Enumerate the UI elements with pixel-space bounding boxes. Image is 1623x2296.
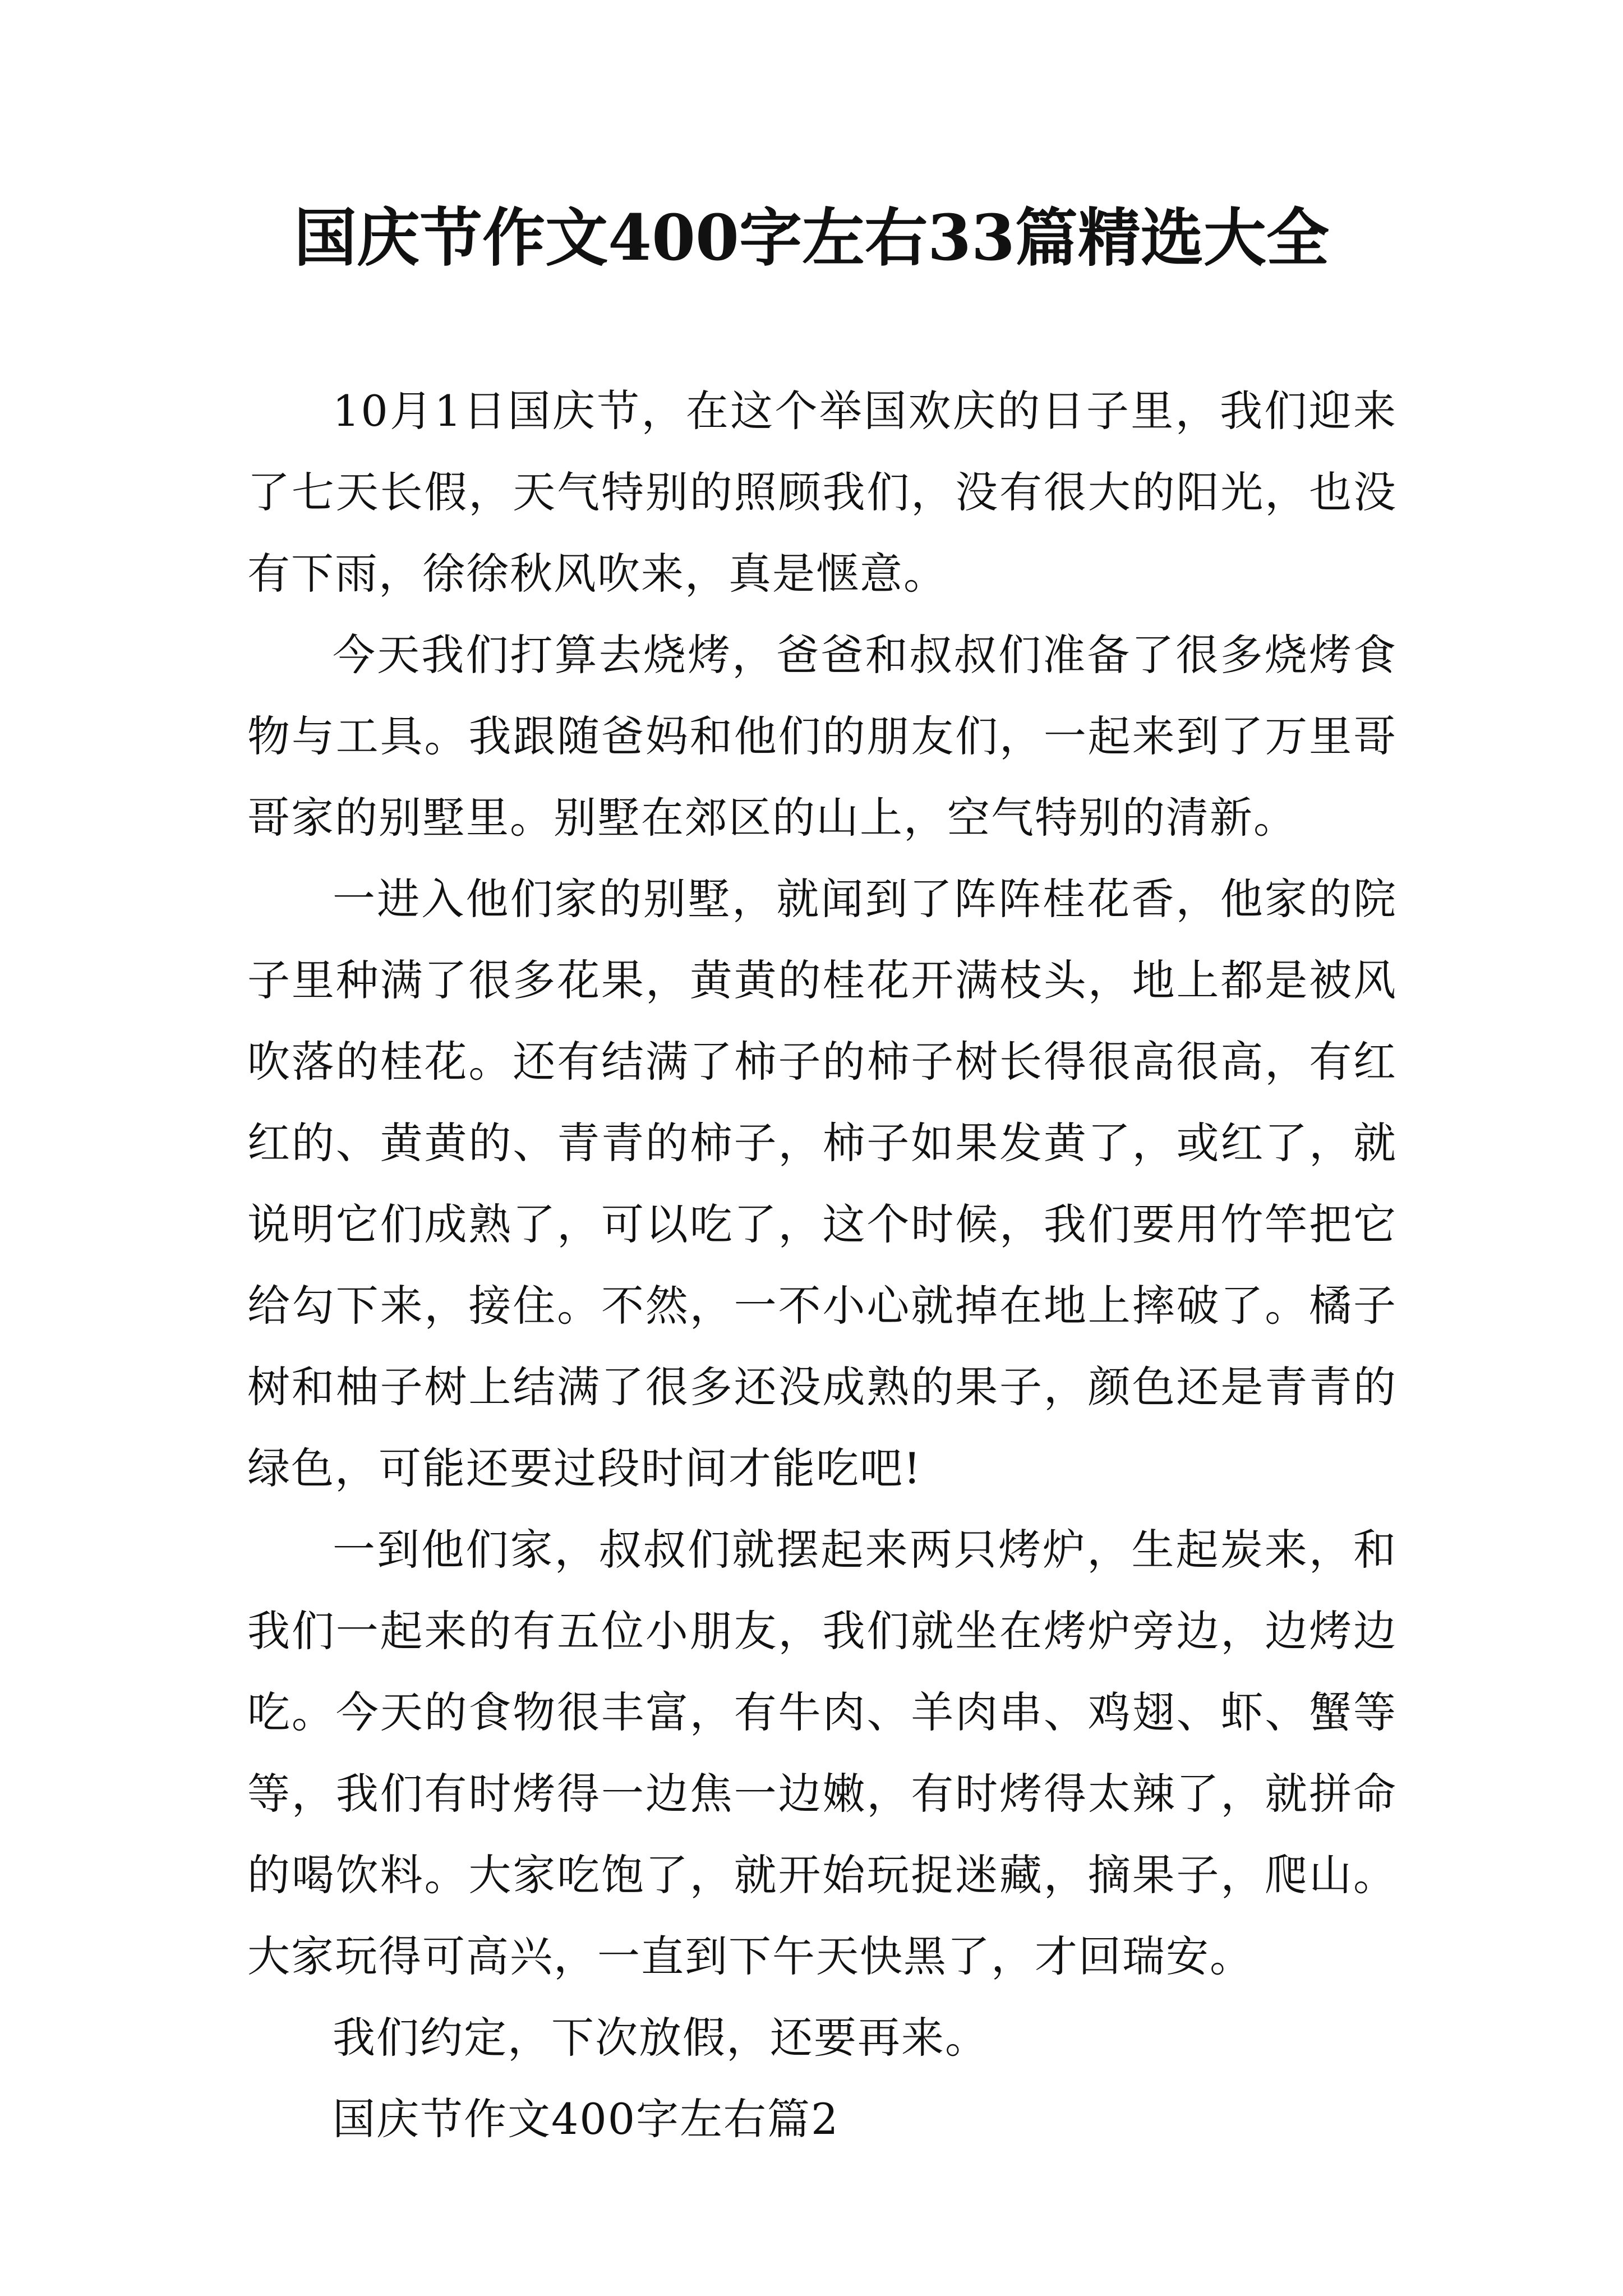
paragraph-3: 一进入他们家的别墅，就闻到了阵阵桂花香，他家的院子里种满了很多花果，黄黄的桂花开满枝头，地上都是被风吹落的桂花。还有结满了柿子的柿子树长得很高很高，有红红的、黄黄的、青青的柿子，柿子如果发黄了，或红了，就说明它们成熟了，可以吃了，这个时候，我们要用竹竿把它给勾下来，接住。不然，一不小心就掉在地上摔破了。橘子树和柚子树上结满了很多还没成熟的果子，颜色还是青青的绿色，可能还要过段时间才能吃吧!: [247, 874, 1397, 1493]
paragraph-4: 一到他们家，叔叔们就摆起来两只烤炉，生起炭来，和我们一起来的有五位小朋友，我们就坐在烤炉旁边，边烤边吃。今天的食物很丰富，有牛肉、羊肉串、鸡翅、虾、蟹等等，我们有时烤得一边焦一边嫩，有时烤得太辣了，就拼命的喝饮料。大家吃饱了，就开始玩捉迷藏，摘果子，爬山。大家玩得可高兴，一直到下午天快黑了，才回瑞安。: [247, 1525, 1397, 1981]
paragraph-2: 今天我们打算去烧烤，爸爸和叔叔们准备了很多烧烤食物与工具。我跟随爸妈和他们的朋友们，一起来到了万里哥哥家的别墅里。别墅在郊区的山上，空气特别的清新。: [247, 630, 1397, 843]
paragraph-1: 10月1日国庆节，在这个举国欢庆的日子里，我们迎来了七天长假，天气特别的照顾我们，没有很大的阳光，也没有下雨，徐徐秋风吹来，真是惬意。: [247, 386, 1397, 599]
paragraph-5: 我们约定，下次放假，还要再来。: [333, 2013, 989, 2063]
document-body: [247, 370, 1397, 2160]
document-title: 国庆节作文400字左右33篇精选大全: [294, 201, 1329, 275]
section-heading: 国庆节作文400字左右篇2: [333, 2094, 840, 2144]
